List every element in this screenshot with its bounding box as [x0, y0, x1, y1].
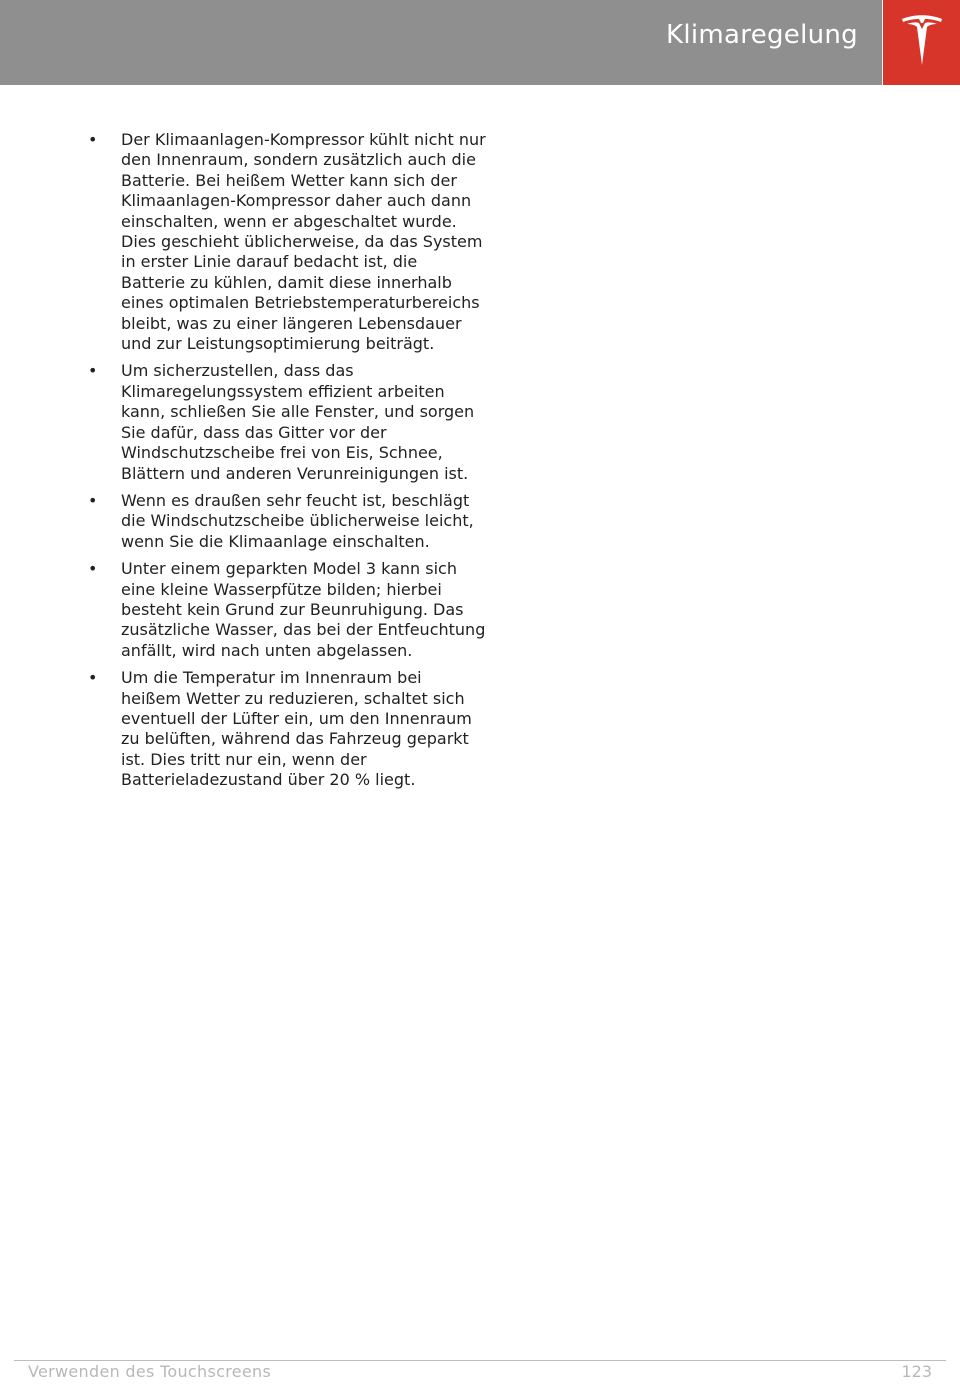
list-item-text: Um die Temperatur im Innenraum bei heißem Wetter zu reduzieren, schaltet sich eventuell der Lüfter ein, um den Innenraum zu belüften, während das Fahrzeug geparkt ist. Dies tritt nur ein, wenn der Batterieladezustand über 20 % liegt. — [121, 668, 472, 790]
list-item-text: Wenn es draußen sehr feucht ist, beschlägt die Windschutzscheibe üblicherweise leicht, wenn Sie die Klimaanlage einschalten. — [121, 490, 474, 551]
footer-divider — [14, 1360, 946, 1361]
header-bar — [0, 0, 882, 85]
bullet-marker: • — [88, 559, 98, 579]
list-item-text: Um sicherzustellen, dass das Klimaregelungssystem effizient arbeiten kann, schließen Sie alle Fenster, und sorgen Sie dafür, dass das Gitter vor der Windschutzscheibe frei von Eis, Schnee, Blättern und anderen Verunreinigungen ist. — [121, 361, 475, 483]
footer-section-title: Verwenden des Touchscreens — [28, 1362, 272, 1381]
logo-block — [883, 0, 960, 85]
bullet-list — [88, 130, 486, 791]
list-item — [88, 668, 486, 790]
bullet-marker: • — [88, 668, 98, 688]
content-column — [88, 130, 486, 798]
page-title: Klimaregelung — [666, 20, 858, 50]
list-item — [88, 491, 486, 552]
bullet-marker: • — [88, 130, 98, 149]
bullet-marker: • — [88, 361, 98, 381]
list-item — [88, 130, 486, 354]
bullet-marker: • — [88, 490, 98, 510]
list-item — [88, 361, 486, 483]
list-item-text: Der Klimaanlagen-Kompressor kühlt nicht nur den Innenraum, sondern zusätzlich auch die Batterie. Bei heißem Wetter kann sich der Klimaanlagen-Kompressor daher auch dann einschalten, wenn er abgeschaltet wurde. Dies geschieht üblicherweise, da das System in erster Linie darauf bedacht ist, die Batterie zu kühlen, damit diese innerhalb eines optimalen Betriebstemperaturbereichs bleibt, was zu einer längeren Lebensdauer und zur Leistungsoptimierung beiträgt. — [121, 130, 486, 354]
list-item — [88, 559, 486, 661]
list-item-text: Unter einem geparkten Model 3 kann sich eine kleine Wasserpfütze bilden; hierbei besteht kein Grund zur Beunruhigung. Das zusätzliche Wasser, das bei der Entfeuchtung anfällt, wird nach unten abgelassen. — [121, 559, 486, 660]
page-number: 123 — [901, 1362, 932, 1381]
